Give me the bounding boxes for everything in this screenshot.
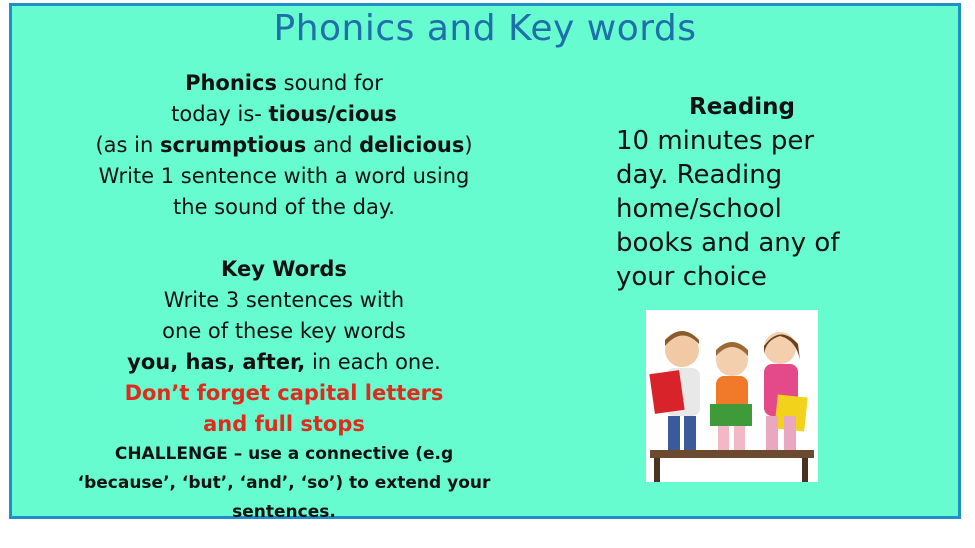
reading-line-2: day. Reading xyxy=(616,160,783,190)
example-word-2: delicious xyxy=(359,133,465,157)
phonics-line-2 xyxy=(64,99,504,130)
keywords-line-1: Write 3 sentences with xyxy=(163,288,405,312)
children-reading-photo xyxy=(646,310,818,482)
reading-line-5: your choice xyxy=(616,262,767,292)
keywords-line-2: one of these key words xyxy=(162,319,406,343)
phonics-line-3-mid: and xyxy=(306,133,360,157)
reading-heading: Reading xyxy=(688,94,795,120)
keywords-line-3-text: in each one. xyxy=(305,350,441,374)
phonics-label: Phonics xyxy=(185,71,277,95)
phonics-line-2-text: today is- xyxy=(171,102,269,126)
challenge-line-2: ‘because’, ‘but’, ‘and’, ‘so’) to extend your xyxy=(77,473,491,493)
spacer xyxy=(64,223,504,254)
challenge-line-3: sentences. xyxy=(232,502,336,522)
phonics-line-4: Write 1 sentence with a word using xyxy=(98,164,470,188)
children-reading-illustration xyxy=(646,310,818,482)
key-words-list: you, has, after, xyxy=(127,350,306,374)
reading-line-4: books and any of xyxy=(616,228,840,258)
keywords-line-3 xyxy=(64,347,504,378)
reminder-line-2: and full stops xyxy=(203,412,365,436)
reading-section xyxy=(616,92,936,294)
reading-line-1: 10 minutes per xyxy=(616,126,815,156)
phonics-line-1 xyxy=(64,68,504,99)
reminder-line-1: Don’t forget capital letters xyxy=(124,381,444,405)
example-word-1: scrumptious xyxy=(159,133,307,157)
phonics-line-5: the sound of the day. xyxy=(173,195,395,219)
keywords-heading xyxy=(64,254,504,285)
page-title: Phonics and Key words xyxy=(273,8,697,49)
phonics-line-3 xyxy=(64,130,504,161)
reading-body xyxy=(616,124,936,294)
phonics-line-1-text: sound for xyxy=(276,71,383,95)
keywords-heading-text: Key Words xyxy=(221,257,347,281)
phonics-sound: tious/cious xyxy=(268,102,397,126)
slide-panel xyxy=(9,3,961,522)
challenge-line-1: CHALLENGE – use a connective (e.g xyxy=(114,444,454,464)
phonics-line-3-post: ) xyxy=(464,133,473,157)
phonics-keywords-section xyxy=(64,68,504,527)
phonics-line-3-pre: (as in xyxy=(95,133,160,157)
reading-line-3: home/school xyxy=(616,194,782,224)
